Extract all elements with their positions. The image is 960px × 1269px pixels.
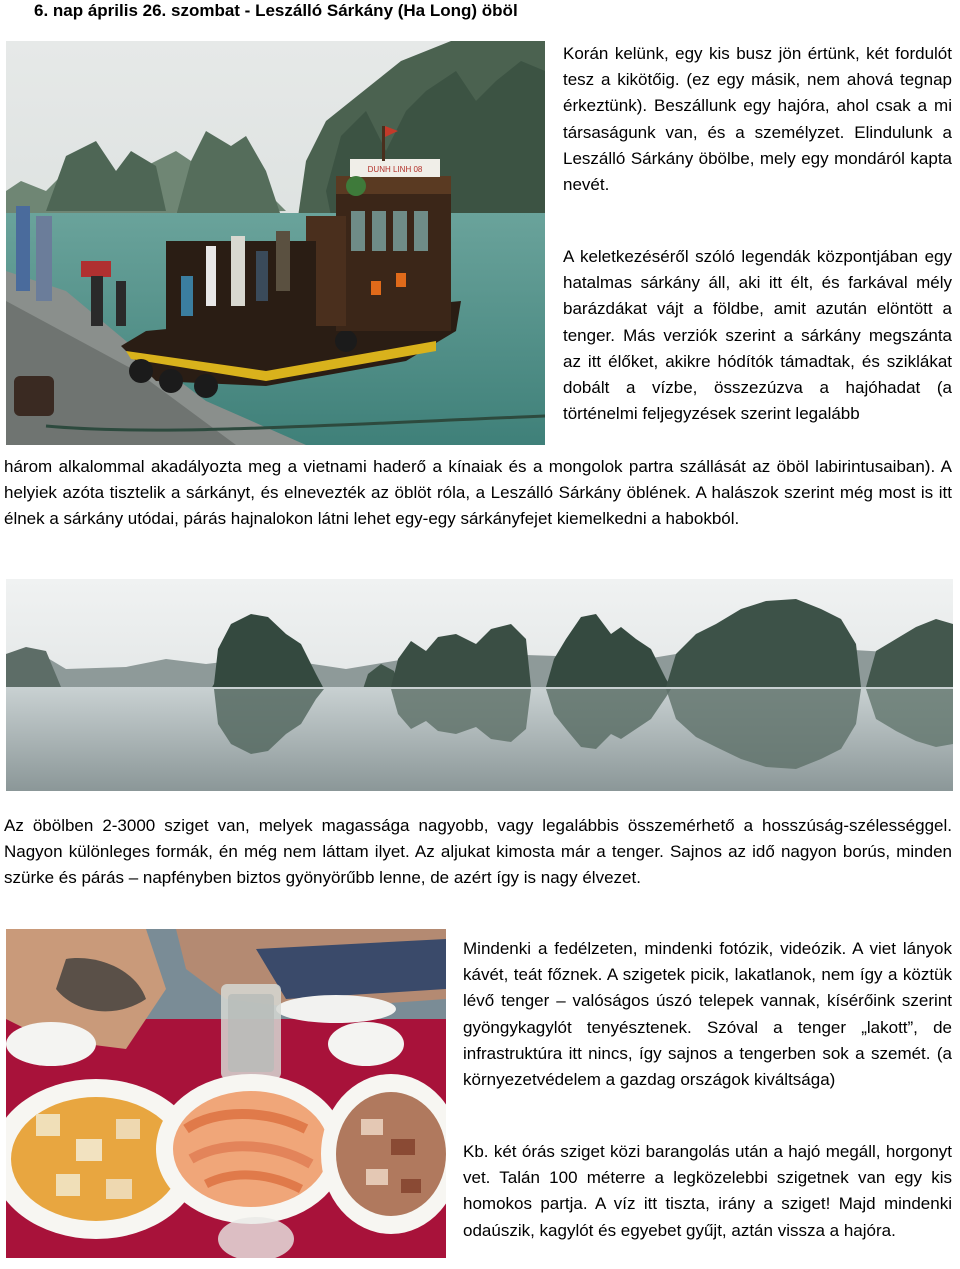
paragraph-legend: A keletkezéséről szóló legendák központjában egy hatalmas sárkány áll, aki itt élt, és farkával mély barázdákat vájt a földbe, amit azután elöntött a tenger. Más verziók szerint a sárkány megszánta az itt élőket, akikre hódítók támadtak, és sziklákat dobált a vízbe, összezúzva a hajóhadat (a történelmi feljegyzések szerint legalább [563, 247, 952, 424]
paragraph-islands: Az öbölben 2-3000 sziget van, melyek magassága nagyobb, vagy legalábbis összemérhető a hosszúság-szélességgel. Nagyon különleges formák, én még nem láttam ilyet. Az aljukat kimosta már a tenger. Sajnos az idő nagyon borús, minden szürke és párás – napfényben biztos gyönyörűbb lenne, de azért így is nagy élvezet. [4, 816, 952, 888]
page-heading: 6. nap április 26. szombat - Leszálló Sárkány (Ha Long) öböl [34, 1, 518, 20]
paragraph-intro: Korán kelünk, egy kis busz jön értünk, két fordulót tesz a kikötőig. (ez egy másik, nem ahová tegnap érkeztünk). Beszállunk egy hajóra, ahol csak a mi társaságunk van, és a személyzet. Elindulunk a Leszálló Sárkány öbölbe, mely egy mondáról kapta nevét. [563, 44, 952, 195]
bay-panorama-photo [6, 579, 953, 791]
paragraph-anchor: Kb. két órás sziget közi barangolás után a hajó megáll, horgonyt vet. Talán 100 méterre a legközelebbi szigetnek van egy kis homokos partja. A víz itt tiszta, irány a sziget! Majd mindenki odaúszik, kagylót és egyebet gyűjt, aztán vissza a hajóra. [463, 1142, 952, 1240]
boat-name-sign: DUNH LINH 08 [367, 165, 423, 174]
paragraph-deck: Mindenki a fedélzeten, mindenki fotózik, videózik. A viet lányok kávét, teát főznek. A szigetek picik, lakatlanok, nem így a köztük lévő tenger – valóságos úszó telepek vannak, kísérőink szerint gyöngykagylót tenyésztenek. Szóval a tenger „lakott”, de infrastruktúra itt nincs, így sajnos a tengerben sok a szemét. (a környezetvédelem a gazdag országok kiváltsága) [463, 939, 952, 1090]
paragraph-legend-continued: három alkalommal akadályozta meg a vietnami haderő a kínaiak és a mongolok partra szállását az öböl labirintusaiban). A helyiek azóta tisztelik a sárkányt, és elnevezték az öblöt róla, a Leszálló Sárkány öblének. A halászok szerint még most is itt élnek a sárkány utódai, párás hajnalokon látni lehet egy-egy sárkányfejet kiemelkedni a habokból. [4, 457, 952, 529]
boat-photo [6, 41, 545, 445]
food-table-photo [6, 929, 446, 1258]
